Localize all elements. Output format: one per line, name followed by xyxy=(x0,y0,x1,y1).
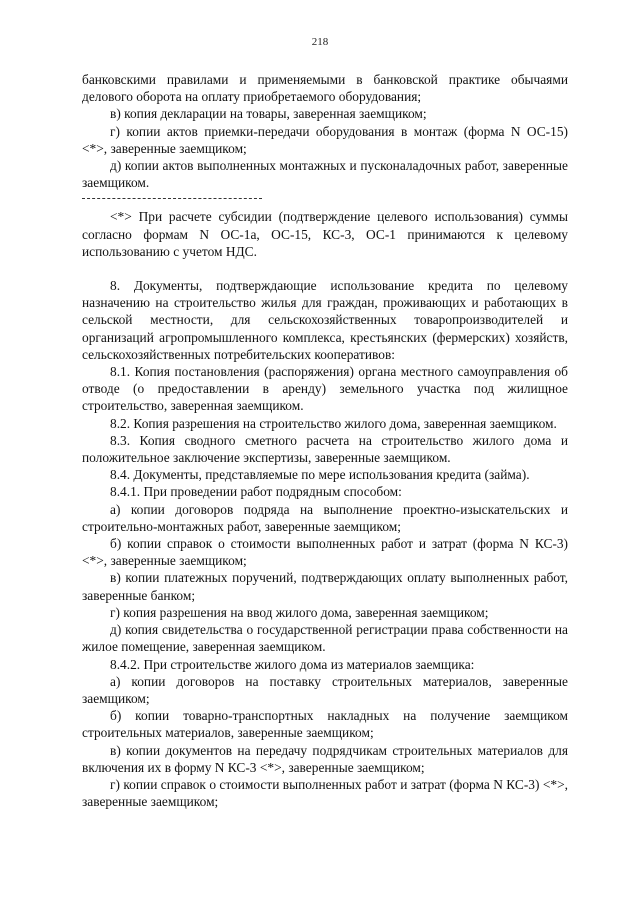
paragraph: г) копия разрешения на ввод жилого дома, заверенная заемщиком; xyxy=(110,604,489,620)
paragraph: 8.1. Копия постановления (распоряжения) органа местного самоуправления об отводе (о предоставлении в аренду) земельного участка под жилищное строительство, заверенная заемщиком. xyxy=(82,364,568,414)
paragraph: банковскими правилами и применяемыми в банковской практике обычаями делового оборота на оплату приобретаемого оборудования; xyxy=(82,72,568,105)
paragraph: г) копии актов приемки-передачи оборудования в монтаж (форма N ОС-15) <*>, заверенные заемщиком; xyxy=(82,123,568,156)
paragraph: 8.4.2. При строительстве жилого дома из материалов заемщика: xyxy=(110,656,475,672)
paragraph: в) копии документов на передачу подрядчикам строительных материалов для включения их в форму N КС-3 <*>, заверенные заемщиком; xyxy=(82,742,568,775)
footnote-separator xyxy=(82,198,262,199)
paragraph: 8. Документы, подтверждающие использование кредита по целевому назначению на строительство жилья для граждан, проживающих и работающих в сельской местности, для сельскохозяйственных товаропроизводителей и организаций агропромышленного комплекса, крестьянских (фермерских) хозяйств, сельскохозяйственных потребительских кооперативов: xyxy=(82,278,568,362)
paragraph: а) копии договоров на поставку строительных материалов, заверенные заемщиком; xyxy=(82,673,568,706)
page-number: 218 xyxy=(311,36,329,48)
spacer xyxy=(82,260,568,277)
paragraph: 8.2. Копия разрешения на строительство жилого дома, заверенная заемщиком. xyxy=(110,415,557,431)
paragraph: а) копии договоров подряда на выполнение проектно-изыскательских и строительно-монтажных работ, заверенные заемщиком; xyxy=(82,501,568,534)
paragraph: 8.4. Документы, представляемые по мере использования кредита (займа). xyxy=(110,467,530,483)
paragraph: б) копии справок о стоимости выполненных работ и затрат (форма N КС-3) <*>, заверенные заемщиком; xyxy=(82,536,568,569)
document-body xyxy=(82,71,568,810)
footnote: <*> При расчете субсидии (подтверждение целевого использования) суммы согласно формам N ОС-1а, ОС-15, КС-3, ОС-1 принимаются к целевому использованию с учетом НДС. xyxy=(82,209,568,259)
paragraph: д) копия свидетельства о государственной регистрации права собственности на жилое помещение, заверенная заемщиком. xyxy=(82,622,568,655)
paragraph: 8.4.1. При проведении работ подрядным способом: xyxy=(110,484,402,500)
paragraph: д) копии актов выполненных монтажных и пусконаладочных работ, заверенные заемщиком. xyxy=(82,158,568,191)
paragraph: в) копии платежных поручений, подтверждающих оплату выполненных работ, заверенные банком; xyxy=(82,570,568,603)
paragraph: в) копия декларации на товары, заверенная заемщиком; xyxy=(110,106,427,122)
paragraph: б) копии товарно-транспортных накладных на получение заемщиком строительных материалов, заверенные заемщиком; xyxy=(82,708,568,741)
paragraph: г) копии справок о стоимости выполненных работ и затрат (форма N КС-3) <*>, заверенные заемщиком; xyxy=(82,776,568,810)
paragraph: 8.3. Копия сводного сметного расчета на строительство жилого дома и положительное заключение экспертизы, заверенные заемщиком. xyxy=(82,432,568,466)
